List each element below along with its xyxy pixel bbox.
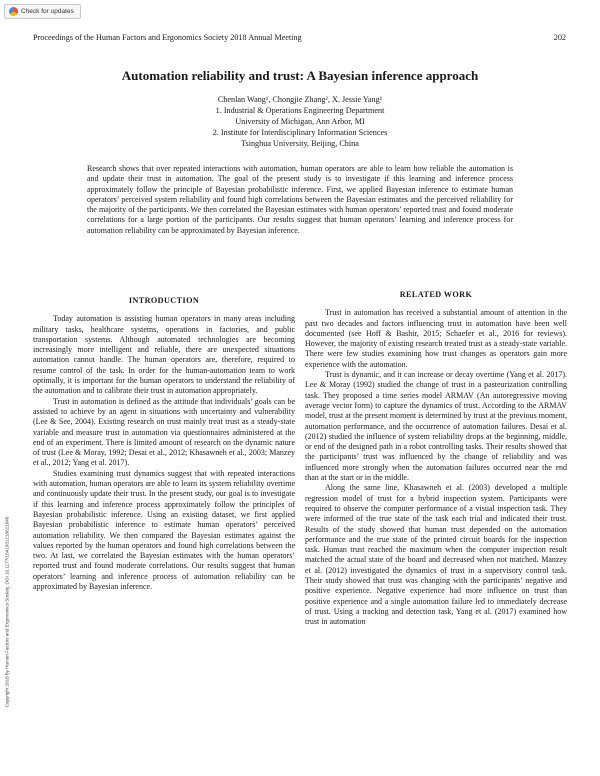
left-column <box>33 296 295 592</box>
check-for-updates-badge[interactable] <box>4 4 81 19</box>
copyright-side-note <box>2 452 12 772</box>
affiliation-1-line-1: 1. Industrial & Operations Engineering Department <box>215 106 385 115</box>
running-head-title: Proceedings of the Human Factors and Ergonomics Society 2018 Annual Meeting <box>33 33 302 42</box>
related-work-paragraph-3: Along the same line, Khasawneh et al. (2003) developed a multiple regression model of trust for a hybrid inspection system. Participants were required to observe the computer performance of a visual inspection task. They were informed of the true state of the task each trial and indicated their trust. Results of the study showed that human trust depended on the automation performance and the true state of the printed circuit boards for the inspection task. Human trust reached the maximum when the computer inspection result matched the actual state of the board and decreased when not matched. Manzey et al. (2012) investigated the dynamics of trust in a supervisory control task. Their study showed that trust was changing with the participants’ negative and positive experience. Negative experience had more influence on trust than positive experience and a single automation failure led to immediately decrease of trust. Using a tracking and detection task, Yang et al. (2017) examined how trust in automation <box>305 483 567 627</box>
introduction-paragraph-2: Trust in automation is defined as the attitude that individuals’ goals can be assisted to achieve by an agent in situations with uncertainty and vulnerability (Lee & See, 2004). Existing research on trust mainly treat trust as a steady-state variable and measure trust in automation via questionnaires administered at the end of an experiment. There is limited amount of research on the dynamic nature of trust (Lee & Moray, 1992; Desai et al., 2012; Khasawneh et al., 2003; Manzey et al., 2012; Yang et al. 2017). <box>33 396 295 468</box>
abstract: Research shows that over repeated interactions with automation, human operators are able to learn how reliable the automation is and update their trust in automation. The goal of the present study is to investigate if this learning and inference process approximately follow the principle of Bayesian probabilistic inference. First, we applied Bayesian inference to estimate human operators’ perceived system reliability and found high correlations between the Bayesian estimates and the perceived reliability for the majority of the participants. We then correlated the Bayesian estimates with human operators’ reported trust and found moderate correlations for a large portion of the participants. Our results suggest that human operators’ learning and inference process for automation reliability can be approximated by Bayesian inference. <box>87 164 513 235</box>
copyright-text: Copyright 2018 by Human Factors and Ergonomics Society. DOI 10.1177/1541931218621046 <box>4 516 10 708</box>
affiliation-1-line-2: University of Michigan, Ann Arbor, MI <box>235 117 365 126</box>
affiliation-2-line-1: 2. Institute for Interdisciplinary Information Sciences <box>212 128 388 137</box>
author-names: Chenlan Wang¹, Chongjie Zhang², X. Jessie Yang¹ <box>217 95 383 104</box>
check-for-updates-icon <box>9 7 18 16</box>
related-work-heading: RELATED WORK <box>399 290 473 299</box>
paper-title: Automation reliability and trust: A Bayesian inference approach <box>121 68 479 83</box>
affiliation-2-line-2: Tsinghua University, Beijing, China <box>241 139 359 148</box>
right-column <box>305 290 567 628</box>
related-work-paragraph-1: Trust in automation has received a substantial amount of attention in the past two decades and factors influencing trust in automation have been well documented (see Hoff & Bashir, 2015; Schaefer et al., 2016 for reviews). However, the majority of existing research treated trust as a steady-state variable. There were few studies examining how trust changes as operators gain more experience with the automation. <box>305 308 567 369</box>
running-head <box>33 33 566 42</box>
introduction-paragraph-3: Studies examining trust dynamics suggest that with repeated interactions with automation, human operators are able to learn its system reliability overtime and continuously update their trust. In the present study, our goal is to investigate if this learning and inference process approximately follow the principles of Bayesian probabilistic inference. Using an existing dataset, we first applied Bayesian probabilistic inference to estimate human operators’ perceived automation reliability. We then compared the Bayesian estimates against the values reported by the human operators and found high correlations between the two. At last, we correlated the Bayesian estimates with the human operators’ reported trust and found moderate correlations. Our results suggest that human operators’ learning and inference process of automation reliability can be approximated by Bayesian inference. <box>33 468 295 592</box>
author-block <box>100 94 500 149</box>
related-work-paragraph-2: Trust is dynamic, and it can increase or decay overtime (Yang et al. 2017). Lee & Moray (1992) studied the change of trust in a pasteurization controlling task. They proposed a time series model ARMAV (An autoregressive moving average vector form) to capture the dynamics of trust. According to the ARMAV model, trust at the present moment is determined by trust at the previous moment, automation performance, and the occurrence of automation failures. Desai et al. (2012) studied the influence of system reliability drops at the beginning, middle, or end of the designed path in a robot controlling tasks. Their results showed that the participants’ trust was influenced by the change of reliability and was influenced more strongly when the automation failures occurred near the end than at the start or in the middle. <box>305 370 567 483</box>
introduction-heading: INTRODUCTION <box>128 296 200 305</box>
check-for-updates-label: Check for updates <box>21 8 74 15</box>
page-number: 202 <box>553 33 566 42</box>
introduction-paragraph-1: Today automation is assisting human operators in many areas including military tasks, healthcare systems, operations in factories, and public transportation systems. Although automated technologies are becoming increasingly more intelligent and reliable, there are unexpected situations automation cannot handle. The human operators are, therefore, required to resume control of the task. In order for the human-automation team to work optimally, it is important for the human operators to understand the reliability of the automation and to calibrate their trust in automation appropriately. <box>33 314 295 396</box>
